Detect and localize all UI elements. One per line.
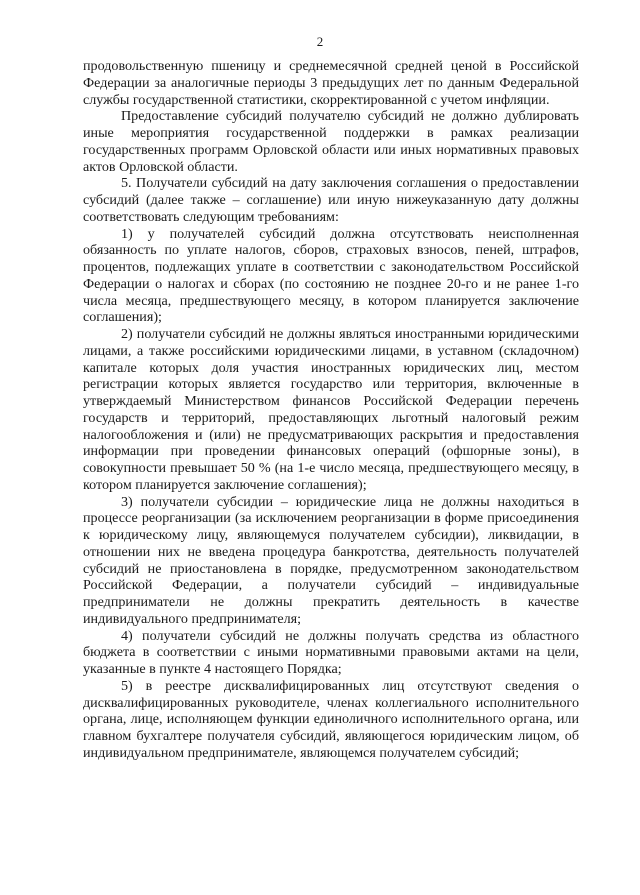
paragraph-clause-5: 5. Получатели субсидий на дату заключения соглашения о предоставлении субсидий (далее также – соглашение) или иную нижеуказанную дату должны соответствовать следующим требованиям: (83, 175, 579, 225)
paragraph-requirement-3: 3) получатели субсидии – юридические лица не должны находиться в процессе реорганизации (за исключением реорганизации в форме присоединения к юридическому лицу, являющемуся получателем субсидии), ликвидации, в отношении них не введена процедура банкротства, деятельность получателей субсидий не приостановлена в порядке, предусмотренном законодательством Российской Федерации, а получатели субсидий – индивидуальные предприниматели не должны прекратить деятельность в качестве индивидуального предпринимателя; (83, 493, 579, 627)
paragraph-requirement-1: 1) у получателей субсидий должна отсутствовать неисполненная обязанность по уплате налогов, сборов, страховых взносов, пеней, штрафов, процентов, подлежащих уплате в соответствии с законодательством Российской Федерации о налогах и сборах (по состоянию не позднее 20-го и не ранее 1-го числа месяца, предшествующего месяцу, в котором планируется заключение соглашения); (83, 225, 579, 326)
document-body (83, 58, 579, 762)
paragraph-requirement-2: 2) получатели субсидий не должны являться иностранными юридическими лицами, а также российскими юридическими лицами, в уставном (складочном) капитале которых доля участия иностранных юридических лиц, местом регистрации которых является государство или территория, включенные в утверждаемый Министерством финансов Российской Федерации перечень государств и территорий, предоставляющих льготный налоговый режим налогообложения и (или) не предусматривающих раскрытия и предоставления информации при проведении финансовых операций (офшорные зоны), в совокупности превышает 50 % (на 1-е число месяца, предшествующего месяцу, в котором планируется заключение соглашения); (83, 326, 579, 493)
paragraph-continuation: продовольственную пшеницу и среднемесячной средней ценой в Российской Федерации за аналогичные периоды 3 предыдущих лет по данным Федеральной службы государственной статистики, скорректированной с учетом инфляции. (83, 58, 579, 108)
paragraph-requirement-5: 5) в реестре дисквалифицированных лиц отсутствуют сведения о дисквалифицированных руководителе, членах коллегиального исполнительного органа, лице, исполняющем функции единоличного исполнительного органа, или главном бухгалтере получателя субсидий, являющегося юридическим лицом, об индивидуальном предпринимателе, являющемся получателем субсидий; (83, 677, 579, 761)
paragraph-requirement-4: 4) получатели субсидий не должны получать средства из областного бюджета в соответствии с иными нормативными правовыми актами на цели, указанные в пункте 4 настоящего Порядка; (83, 627, 579, 677)
paragraph-no-duplication: Предоставление субсидий получателю субсидий не должно дублировать иные мероприятия государственной поддержки в рамках реализации государственных программ Орловской области или иных нормативных правовых актов Орловской области. (83, 108, 579, 175)
page-number: 2 (316, 34, 324, 49)
